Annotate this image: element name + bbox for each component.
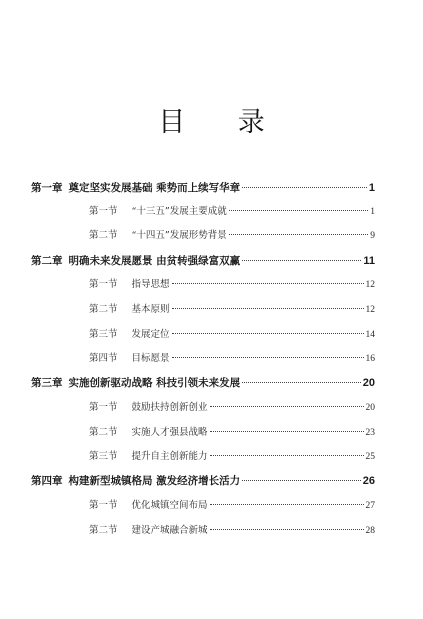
- dot-leader: [229, 210, 369, 211]
- page-number: 20: [365, 403, 375, 413]
- page-number: 16: [365, 354, 375, 364]
- section-title: 目标愿景: [131, 353, 170, 364]
- section-title: 指导思想: [131, 279, 170, 290]
- section-number: 第三节: [89, 451, 118, 462]
- page-number: 12: [365, 280, 375, 290]
- section-number: 第二节: [89, 230, 118, 241]
- chapter-title: 奠定坚实发展基础 乘势而上续写华章: [68, 182, 241, 194]
- toc-section-entry[interactable]: [89, 203, 375, 221]
- page-title: 目 录: [158, 107, 287, 138]
- chapter-number: 第四章: [31, 475, 63, 487]
- toc-chapter-entry[interactable]: [31, 472, 375, 490]
- dot-leader: [172, 283, 364, 284]
- dot-leader: [210, 431, 364, 432]
- toc-section-entry[interactable]: [89, 276, 375, 294]
- section-title: 鼓励扶持创新创业: [131, 402, 208, 413]
- section-number: 第二节: [89, 525, 118, 536]
- section-title: 发展定位: [131, 329, 170, 340]
- dot-leader: [242, 382, 361, 383]
- toc-chapter-entry[interactable]: [31, 374, 375, 392]
- section-number: 第四节: [89, 353, 118, 364]
- dot-leader: [210, 406, 364, 407]
- page-number: 28: [365, 526, 375, 536]
- section-number: 第二节: [89, 427, 118, 438]
- section-number: 第一节: [89, 279, 118, 290]
- page-number: 1: [368, 182, 375, 194]
- dot-leader: [172, 308, 364, 309]
- section-title: 建设产城融合新城: [131, 525, 208, 536]
- toc-section-entry[interactable]: [89, 424, 375, 442]
- page-number: 1: [370, 207, 375, 217]
- toc-section-entry[interactable]: [89, 350, 375, 368]
- section-number: 第二节: [89, 304, 118, 315]
- chapter-title: 构建新型城镇格局 激发经济增长活力: [68, 475, 241, 487]
- section-title: 基本原则: [131, 304, 170, 315]
- section-title: “十四五”发展形势背景: [131, 230, 227, 241]
- toc-chapter-entry[interactable]: [31, 179, 375, 197]
- toc-section-entry[interactable]: [89, 301, 375, 319]
- dot-leader: [210, 455, 364, 456]
- section-number: 第一节: [89, 402, 118, 413]
- dot-leader: [210, 504, 364, 505]
- toc-chapter-entry[interactable]: [31, 252, 375, 270]
- page-number: 27: [365, 501, 375, 511]
- page-number: 9: [370, 231, 375, 241]
- chapter-title: 明确未来发展愿景 由贫转强绿富双赢: [68, 255, 241, 267]
- section-title: 提升自主创新能力: [131, 451, 208, 462]
- dot-leader: [242, 187, 367, 188]
- chapter-number: 第三章: [31, 377, 63, 389]
- page-number: 14: [365, 330, 375, 340]
- chapter-title: 实施创新驱动战略 科技引领未来发展: [68, 377, 241, 389]
- toc-section-entry[interactable]: [89, 399, 375, 417]
- section-title: “十三五”发展主要成就: [131, 206, 227, 217]
- chapter-number: 第一章: [31, 182, 63, 194]
- page-number: 23: [365, 428, 375, 438]
- page-number: 11: [363, 255, 375, 267]
- toc-section-entry[interactable]: [89, 497, 375, 515]
- section-number: 第三节: [89, 329, 118, 340]
- dot-leader: [229, 234, 369, 235]
- toc-section-entry[interactable]: [89, 522, 375, 540]
- dot-leader: [242, 260, 361, 261]
- chapter-number: 第二章: [31, 255, 63, 267]
- page-number: 26: [362, 475, 375, 487]
- dot-leader: [172, 357, 364, 358]
- section-number: 第一节: [89, 500, 118, 511]
- page-number: 20: [362, 377, 375, 389]
- toc-section-entry[interactable]: [89, 448, 375, 466]
- section-number: 第一节: [89, 206, 118, 217]
- toc-section-entry[interactable]: [89, 326, 375, 344]
- section-title: 实施人才强县战略: [131, 427, 208, 438]
- page-number: 25: [365, 452, 375, 462]
- dot-leader: [210, 529, 364, 530]
- section-title: 优化城镇空间布局: [131, 500, 208, 511]
- dot-leader: [172, 333, 364, 334]
- toc-section-entry[interactable]: [89, 227, 375, 245]
- page-number: 12: [365, 305, 375, 315]
- dot-leader: [242, 480, 361, 481]
